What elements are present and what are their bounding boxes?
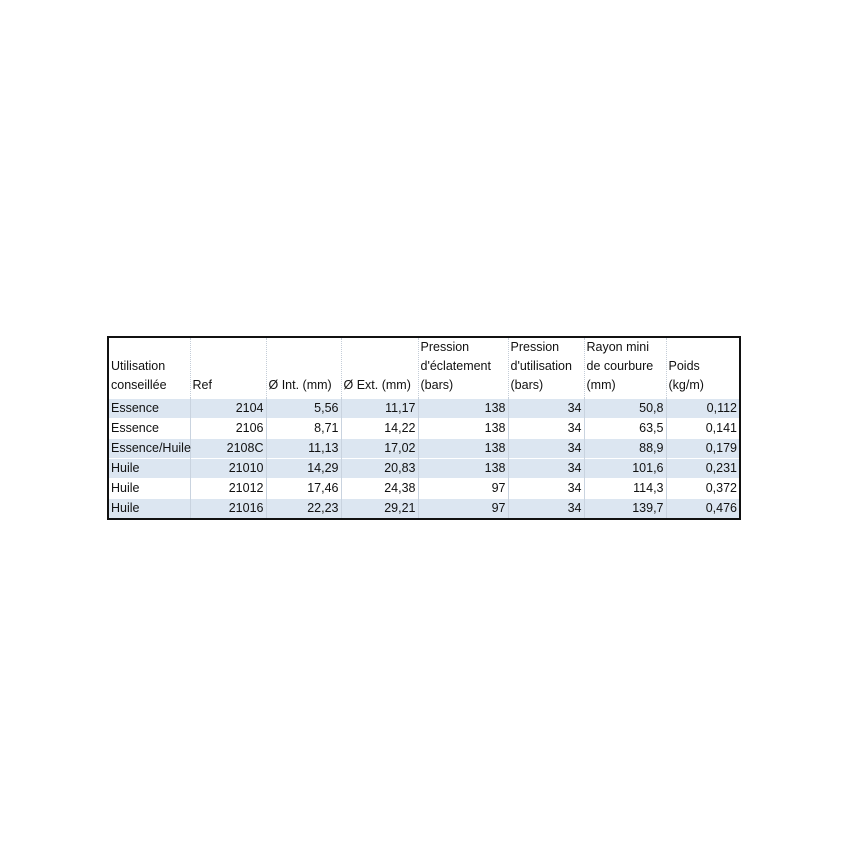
cell-min-bend-radius: 139,7 bbox=[584, 499, 666, 519]
cell-ref: 21016 bbox=[190, 499, 266, 519]
cell-inner-diameter: 8,71 bbox=[266, 419, 341, 439]
header-usage-line2: Utilisation bbox=[111, 359, 166, 373]
header-ref-line2 bbox=[193, 357, 264, 376]
cell-usage: Essence bbox=[109, 419, 190, 439]
cell-ref: 2104 bbox=[190, 399, 266, 419]
cell-min-bend-radius: 63,5 bbox=[584, 419, 666, 439]
cell-min-bend-radius: 114,3 bbox=[584, 479, 666, 499]
header-outer-diameter-line1 bbox=[344, 338, 416, 357]
header-inner-diameter bbox=[266, 338, 341, 399]
header-burst-pressure bbox=[418, 338, 508, 399]
cell-weight: 0,179 bbox=[666, 439, 739, 459]
header-min-bend-radius bbox=[584, 338, 666, 399]
header-row bbox=[109, 338, 739, 399]
cell-outer-diameter: 11,17 bbox=[341, 399, 418, 419]
cell-burst-pressure: 138 bbox=[418, 419, 508, 439]
cell-ref: 2106 bbox=[190, 419, 266, 439]
cell-outer-diameter: 24,38 bbox=[341, 479, 418, 499]
header-burst-pressure-line2: d'éclatement bbox=[420, 359, 491, 373]
header-working-pressure-line3: (bars) bbox=[510, 378, 544, 392]
cell-weight: 0,372 bbox=[666, 479, 739, 499]
cell-inner-diameter: 22,23 bbox=[266, 499, 341, 519]
header-ref-line1 bbox=[193, 338, 264, 357]
table-row bbox=[109, 439, 739, 459]
table-row bbox=[109, 399, 739, 419]
cell-min-bend-radius: 101,6 bbox=[584, 459, 666, 479]
header-usage bbox=[109, 338, 190, 399]
cell-working-pressure: 34 bbox=[508, 399, 584, 419]
cell-usage: Huile bbox=[109, 459, 190, 479]
cell-working-pressure: 34 bbox=[508, 479, 584, 499]
cell-weight: 0,231 bbox=[666, 459, 739, 479]
header-usage-line1 bbox=[111, 338, 188, 357]
header-ref-line3: Ref bbox=[192, 378, 212, 392]
header-weight bbox=[666, 338, 739, 399]
header-working-pressure bbox=[508, 338, 584, 399]
header-weight-line1 bbox=[669, 338, 738, 357]
header-outer-diameter bbox=[341, 338, 418, 399]
cell-ref: 2108C bbox=[190, 439, 266, 459]
header-burst-pressure-line3: (bars) bbox=[420, 378, 454, 392]
cell-usage: Huile bbox=[109, 479, 190, 499]
table-row bbox=[109, 479, 739, 499]
header-weight-line2: Poids bbox=[668, 359, 700, 373]
cell-burst-pressure: 97 bbox=[418, 499, 508, 519]
cell-inner-diameter: 14,29 bbox=[266, 459, 341, 479]
cell-burst-pressure: 138 bbox=[418, 399, 508, 419]
cell-burst-pressure: 138 bbox=[418, 439, 508, 459]
header-inner-diameter-line3: Ø Int. (mm) bbox=[268, 378, 332, 392]
cell-working-pressure: 34 bbox=[508, 439, 584, 459]
cell-ref: 21010 bbox=[190, 459, 266, 479]
header-min-bend-radius-line2: de courbure bbox=[586, 359, 654, 373]
cell-working-pressure: 34 bbox=[508, 459, 584, 479]
cell-ref: 21012 bbox=[190, 479, 266, 499]
cell-min-bend-radius: 88,9 bbox=[584, 439, 666, 459]
cell-inner-diameter: 17,46 bbox=[266, 479, 341, 499]
header-burst-pressure-line1: Pression bbox=[420, 340, 470, 354]
cell-usage: Essence/Huile bbox=[109, 439, 190, 459]
header-working-pressure-line2: d'utilisation bbox=[510, 359, 572, 373]
cell-burst-pressure: 138 bbox=[418, 459, 508, 479]
header-ref bbox=[190, 338, 266, 399]
cell-inner-diameter: 11,13 bbox=[266, 439, 341, 459]
cell-weight: 0,476 bbox=[666, 499, 739, 519]
spec-table-container bbox=[107, 336, 741, 520]
header-weight-line3: (kg/m) bbox=[668, 378, 704, 392]
cell-outer-diameter: 20,83 bbox=[341, 459, 418, 479]
header-min-bend-radius-line3: (mm) bbox=[586, 378, 616, 392]
header-working-pressure-line1: Pression bbox=[510, 340, 560, 354]
hose-spec-table bbox=[109, 338, 739, 518]
cell-weight: 0,141 bbox=[666, 419, 739, 439]
cell-usage: Huile bbox=[109, 499, 190, 519]
table-row bbox=[109, 499, 739, 519]
cell-burst-pressure: 97 bbox=[418, 479, 508, 499]
header-outer-diameter-line3: Ø Ext. (mm) bbox=[343, 378, 411, 392]
table-row bbox=[109, 419, 739, 439]
cell-usage: Essence bbox=[109, 399, 190, 419]
cell-outer-diameter: 29,21 bbox=[341, 499, 418, 519]
header-inner-diameter-line2 bbox=[269, 357, 339, 376]
header-inner-diameter-line1 bbox=[269, 338, 339, 357]
cell-outer-diameter: 14,22 bbox=[341, 419, 418, 439]
header-outer-diameter-line2 bbox=[344, 357, 416, 376]
cell-working-pressure: 34 bbox=[508, 419, 584, 439]
cell-weight: 0,112 bbox=[666, 399, 739, 419]
table-row bbox=[109, 459, 739, 479]
cell-inner-diameter: 5,56 bbox=[266, 399, 341, 419]
cell-min-bend-radius: 50,8 bbox=[584, 399, 666, 419]
header-min-bend-radius-line1: Rayon mini bbox=[586, 340, 650, 354]
header-usage-line3: conseillée bbox=[111, 378, 167, 392]
cell-working-pressure: 34 bbox=[508, 499, 584, 519]
cell-outer-diameter: 17,02 bbox=[341, 439, 418, 459]
